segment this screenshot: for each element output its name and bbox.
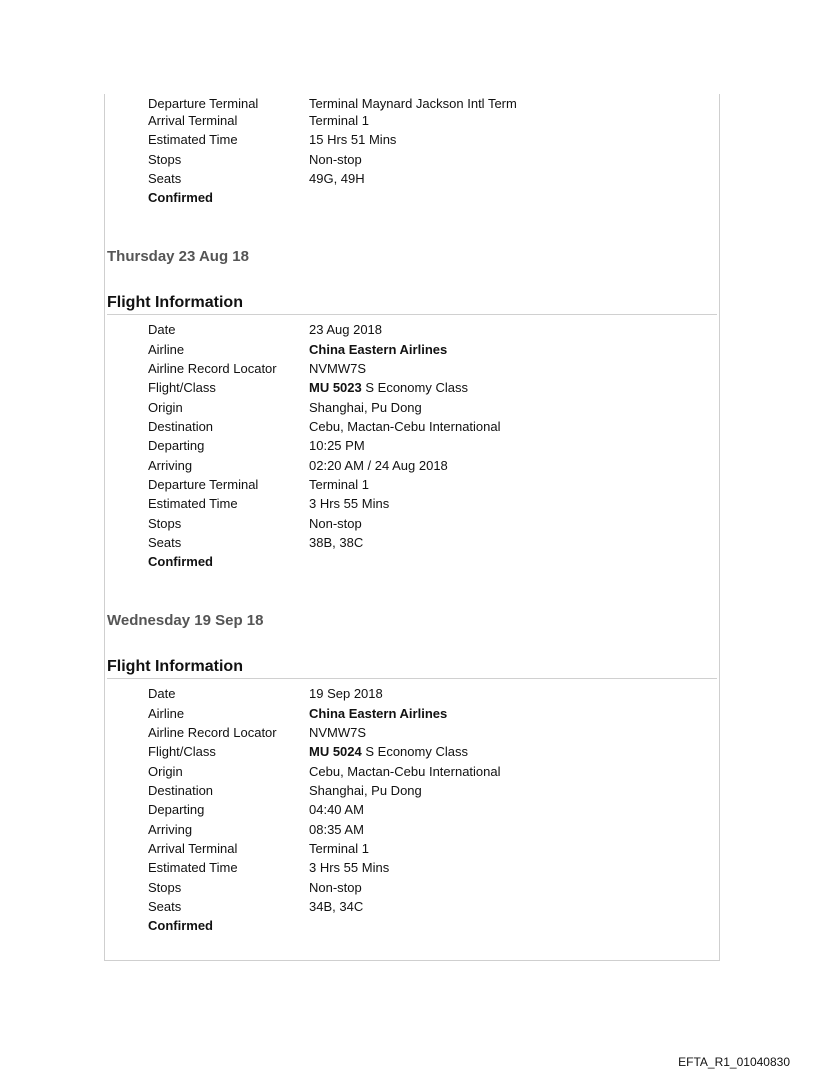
detail-row-arriving	[148, 821, 708, 839]
detail-label: Departing	[148, 802, 205, 817]
detail-value: Terminal 1	[309, 841, 369, 856]
detail-row-date	[148, 321, 708, 339]
detail-label: Airline	[148, 342, 185, 357]
detail-row-airline	[148, 705, 708, 723]
detail-row-record-locator	[148, 360, 708, 378]
detail-label: Date	[148, 686, 176, 701]
detail-label: Departure Terminal	[148, 96, 259, 111]
detail-value: Non-stop	[309, 152, 362, 167]
detail-label: Airline	[148, 706, 185, 721]
detail-row-origin	[148, 399, 708, 417]
detail-row-seats	[148, 534, 708, 552]
detail-label: Arriving	[148, 458, 193, 473]
detail-label: Date	[148, 322, 176, 337]
detail-value: China Eastern Airlines	[309, 706, 448, 721]
detail-value: 15 Hrs 51 Mins	[309, 132, 397, 147]
detail-row-departing	[148, 801, 708, 819]
detail-row-arriving	[148, 457, 708, 475]
detail-value: 49G, 49H	[309, 171, 365, 186]
detail-value: Terminal Maynard Jackson Intl Term	[309, 96, 517, 111]
document-id: EFTA_R1_01040830	[678, 1055, 790, 1069]
detail-value: 38B, 38C	[309, 535, 364, 550]
detail-label: Stops	[148, 152, 182, 167]
detail-label: Flight/Class	[148, 380, 216, 395]
detail-row-destination	[148, 782, 708, 800]
detail-row-airline	[148, 341, 708, 359]
detail-label: Departing	[148, 438, 205, 453]
detail-label: Arrival Terminal	[148, 113, 238, 128]
detail-row-departing	[148, 437, 708, 455]
detail-label: Airline Record Locator	[148, 725, 277, 740]
status-confirmed: Confirmed	[148, 554, 213, 569]
detail-value: 02:20 AM / 24 Aug 2018	[309, 458, 448, 473]
detail-value: 08:35 AM	[309, 822, 364, 837]
detail-label: Departure Terminal	[148, 477, 259, 492]
detail-label: Seats	[148, 535, 182, 550]
detail-value: Non-stop	[309, 516, 362, 531]
detail-value: 3 Hrs 55 Mins	[309, 860, 390, 875]
day-heading: Wednesday 19 Sep 18	[107, 612, 264, 629]
fare-class: S Economy Class	[361, 380, 468, 395]
detail-label: Stops	[148, 516, 182, 531]
detail-label: Flight/Class	[148, 744, 216, 759]
detail-label: Origin	[148, 764, 183, 779]
detail-row-stops	[148, 879, 708, 897]
detail-row-date	[148, 685, 708, 703]
detail-row-seats	[148, 170, 708, 188]
detail-value: Non-stop	[309, 880, 362, 895]
flight-number: MU 5023	[309, 380, 362, 395]
detail-value: 19 Sep 2018	[309, 686, 383, 701]
detail-row-destination	[148, 418, 708, 436]
detail-row-estimated-time	[148, 859, 708, 877]
status-confirmed: Confirmed	[148, 190, 213, 205]
section-title-flight-information: Flight Information	[107, 293, 717, 315]
detail-value	[309, 743, 468, 761]
detail-value: 23 Aug 2018	[309, 322, 383, 337]
detail-value: Cebu, Mactan-Cebu International	[309, 764, 501, 779]
detail-label: Arrival Terminal	[148, 841, 238, 856]
detail-row-arrival-terminal	[148, 112, 708, 130]
detail-row-stops	[148, 515, 708, 533]
detail-row-origin	[148, 763, 708, 781]
detail-row-record-locator	[148, 724, 708, 742]
day-heading: Thursday 23 Aug 18	[107, 248, 249, 265]
detail-label: Estimated Time	[148, 496, 238, 511]
detail-row-flight-class	[148, 379, 708, 397]
detail-value: NVMW7S	[309, 725, 367, 740]
detail-row-departure-terminal	[148, 95, 708, 113]
detail-row-estimated-time	[148, 495, 708, 513]
fare-class: S Economy Class	[361, 744, 468, 759]
detail-label: Seats	[148, 171, 182, 186]
detail-value: 3 Hrs 55 Mins	[309, 496, 390, 511]
detail-value: 04:40 AM	[309, 802, 364, 817]
detail-value	[309, 379, 468, 397]
detail-row-departure-terminal	[148, 476, 708, 494]
detail-value: Shanghai, Pu Dong	[309, 783, 422, 798]
detail-row-stops	[148, 151, 708, 169]
detail-label: Estimated Time	[148, 132, 238, 147]
detail-label: Destination	[148, 419, 214, 434]
detail-value: 10:25 PM	[309, 438, 365, 453]
detail-row-flight-class	[148, 743, 708, 761]
detail-row-seats	[148, 898, 708, 916]
detail-row-arrival-terminal	[148, 840, 708, 858]
detail-row-estimated-time	[148, 131, 708, 149]
detail-value: Terminal 1	[309, 113, 369, 128]
detail-label: Estimated Time	[148, 860, 238, 875]
detail-value: NVMW7S	[309, 361, 367, 376]
detail-label: Origin	[148, 400, 183, 415]
detail-value: 34B, 34C	[309, 899, 364, 914]
detail-label: Seats	[148, 899, 182, 914]
detail-label: Destination	[148, 783, 214, 798]
detail-value: Cebu, Mactan-Cebu International	[309, 419, 501, 434]
detail-value: Shanghai, Pu Dong	[309, 400, 422, 415]
detail-label: Arriving	[148, 822, 193, 837]
detail-value: Terminal 1	[309, 477, 369, 492]
detail-label: Stops	[148, 880, 182, 895]
flight-number: MU 5024	[309, 744, 362, 759]
detail-value: China Eastern Airlines	[309, 342, 448, 357]
status-confirmed: Confirmed	[148, 918, 213, 933]
detail-label: Airline Record Locator	[148, 361, 277, 376]
section-title-flight-information: Flight Information	[107, 657, 717, 679]
